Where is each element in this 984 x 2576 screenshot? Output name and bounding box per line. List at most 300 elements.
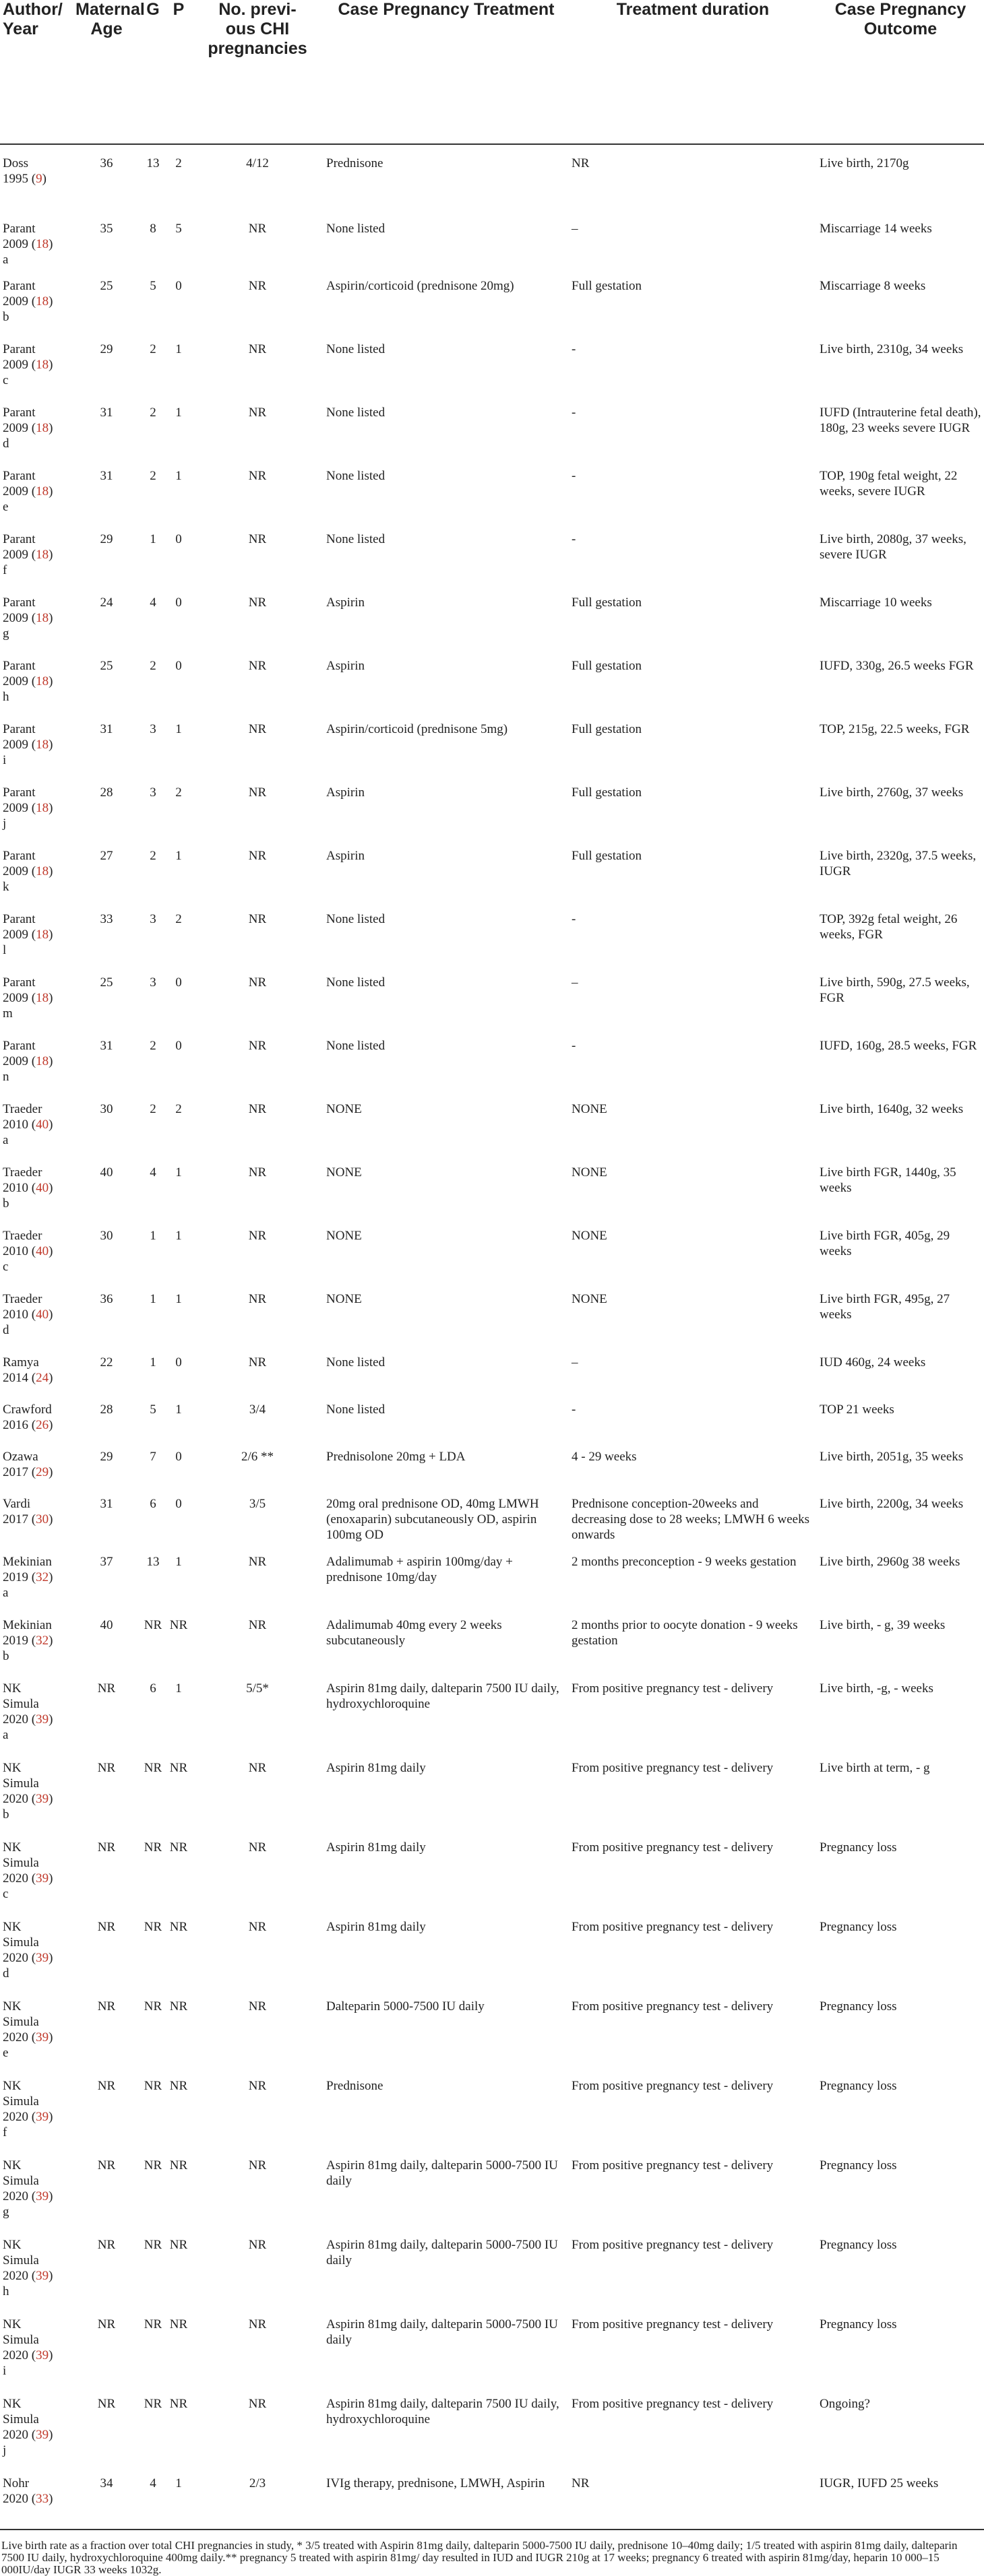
header-treatment: Case Pregnancy Treatment [338,0,555,19]
cell-treatment: Aspirin 81mg daily, dalteparin 7500 IU daily, hydroxychloroquine [326,1681,559,1711]
cell-maternal-age: NR [97,1840,116,1855]
cell-maternal-age: 35 [100,222,113,236]
cell-duration: NONE [572,1292,607,1306]
cell-outcome: Live birth, 2051g, 35 weeks [820,1450,964,1464]
cell-maternal-age: 24 [100,595,113,610]
cell-duration: From positive pregnancy test - delivery [572,2238,774,2252]
cell-gravidity: 7 [150,1450,156,1464]
cell-parity: NR [169,2158,188,2172]
reference-link[interactable]: 40 [36,1118,49,1132]
reference-link[interactable]: 39 [36,1792,49,1806]
author-text: Parant [3,595,36,610]
cell-gravidity: 2 [150,342,156,356]
cell-maternal-age: 31 [100,1497,113,1511]
cell-author-year: NK Simula 2020 (39) c [3,1840,53,1901]
cell-author-year: Traeder 2010 (40) b [3,1165,53,1211]
reference-link[interactable]: 18 [36,928,49,942]
case-suffix: b [3,1807,9,1822]
cell-maternal-age: NR [97,2079,116,2093]
reference-link[interactable]: 18 [36,611,49,625]
author-text: 2017 [3,1512,28,1526]
cell-parity: 0 [175,975,182,990]
cell-author-year: Vardi 2017 (30) [3,1497,53,1526]
cell-parity: 2 [175,785,182,800]
table-row [0,2385,984,2465]
case-suffix: d [3,1966,9,1981]
author-text: NK [3,2079,22,2093]
cell-parity: 1 [175,1681,182,1696]
cell-outcome: TOP, 190g fetal weight, 22 weeks, severe IUGR [820,469,958,498]
cell-duration: 2 months preconception - 9 weeks gestation [572,1555,797,1569]
cell-author-year: Mekinian 2019 (32) b [3,1618,53,1663]
cell-treatment: Adalimumab + aspirin 100mg/day + prednisone 10mg/day [326,1555,513,1584]
case-suffix: g [3,2205,9,2219]
reference-link[interactable]: 39 [36,2189,49,2203]
cell-duration: – [572,222,578,236]
case-suffix: m [3,1006,13,1021]
cell-previous-chi: NR [248,1039,267,1053]
author-text: NK [3,1999,22,2014]
author-text: 2009 [3,801,28,815]
cell-duration: - [572,532,576,546]
cell-author-year: NK Simula 2020 (39) j [3,2397,53,2457]
cell-duration: Full gestation [572,722,642,736]
reference-link[interactable]: 40 [36,1181,49,1195]
author-text: 2020 [3,1871,28,1886]
cell-previous-chi: NR [248,1355,267,1370]
cell-author-year: Traeder 2010 (40) c [3,1229,53,1274]
cell-gravidity: 13 [146,156,160,170]
cell-outcome: IUFD, 160g, 28.5 weeks, FGR [820,1039,977,1053]
reference-link[interactable]: 26 [36,1418,49,1432]
cell-duration: NR [572,2476,590,2490]
reference-link[interactable]: 18 [36,674,49,688]
author-text: Simula [3,2253,39,2267]
cell-outcome: Live birth FGR, 495g, 27 weeks [820,1292,950,1322]
cell-duration: NONE [572,1165,607,1180]
case-suffix: f [3,2125,7,2139]
cell-author-year: Traeder 2010 (40) d [3,1292,53,1337]
table-row [0,210,984,267]
case-suffix: f [3,563,7,577]
cell-treatment: None listed [326,342,386,356]
header-maternal-age: Maternal Age [75,0,145,38]
author-text: Parant [3,722,36,736]
author-text: Simula [3,2412,39,2426]
reference-link[interactable]: 18 [36,801,49,815]
cell-duration: Prednisone conception-20weeks and decreasing dose to 28 weeks; LMWH 6 weeks onwards [572,1497,809,1542]
cell-treatment: None listed [326,975,386,990]
case-suffix: a [3,1133,9,1147]
table-row [0,521,984,584]
author-text: 2020 [3,2189,28,2203]
case-suffix: b [3,1196,9,1211]
cell-parity: NR [169,2079,188,2093]
cell-treatment: NONE [326,1165,362,1180]
cell-outcome: TOP, 392g fetal weight, 26 weeks, FGR [820,912,958,942]
cell-duration: From positive pregnancy test - delivery [572,1840,774,1855]
cell-duration: From positive pregnancy test - delivery [572,2158,774,2172]
cell-duration: Full gestation [572,279,642,293]
cell-parity: 1 [175,1165,182,1180]
reference-link[interactable]: 18 [36,294,49,309]
cell-maternal-age: NR [97,1681,116,1696]
cell-duration: NR [572,156,590,170]
cell-treatment: Dalteparin 5000-7500 IU daily [326,1999,485,2014]
cell-outcome: Pregnancy loss [820,2158,897,2172]
author-text: 2017 [3,1465,28,1479]
cell-maternal-age: NR [97,1920,116,1934]
cell-maternal-age: 37 [100,1555,113,1569]
cell-gravidity: 3 [150,912,156,926]
cell-parity: NR [169,1920,188,1934]
cell-maternal-age: 36 [100,1292,113,1306]
cell-author-year: Parant 2009 (18) i [3,722,53,767]
cell-previous-chi: NR [248,1761,267,1775]
author-text: NK [3,1681,22,1696]
case-suffix: n [3,1070,9,1084]
reference-link[interactable]: 33 [36,2492,49,2506]
cell-treatment: IVIg therapy, prednisone, LMWH, Aspirin [326,2476,545,2490]
cell-maternal-age: 22 [100,1355,113,1370]
case-suffix: d [3,437,9,451]
author-text: Parant [3,532,36,546]
reference-link[interactable]: 30 [36,1512,49,1526]
author-text: Parant [3,785,36,800]
cell-maternal-age: 31 [100,722,113,736]
reference-link[interactable]: 39 [36,2110,49,2124]
cell-outcome: IUFD, 330g, 26.5 weeks FGR [820,659,974,673]
cell-parity: 1 [175,469,182,483]
cell-previous-chi: NR [248,279,267,293]
cell-author-year: Parant 2009 (18) a [3,222,53,267]
reference-link[interactable]: 18 [36,864,49,878]
table-row [0,457,984,521]
cell-duration: From positive pregnancy test - delivery [572,1920,774,1934]
cell-parity: 2 [175,912,182,926]
cell-parity: 1 [175,1229,182,1243]
cell-gravidity: 1 [150,1229,156,1243]
author-text: 2009 [3,484,28,498]
cell-treatment: None listed [326,406,386,420]
reference-link[interactable]: 24 [36,1371,49,1385]
case-suffix: g [3,626,9,641]
cell-maternal-age: 31 [100,406,113,420]
cell-duration: From positive pregnancy test - delivery [572,2397,774,2411]
case-suffix: k [3,880,9,894]
author-text: Parant [3,406,36,420]
cell-author-year: Ozawa 2017 (29) [3,1450,53,1479]
cell-previous-chi: NR [248,532,267,546]
reference-link[interactable]: 18 [36,421,49,435]
cell-duration: From positive pregnancy test - delivery [572,1681,774,1696]
cell-duration: From positive pregnancy test - delivery [572,2079,774,2093]
table-row [0,2067,984,2147]
table-row [0,1027,984,1091]
table-row [0,267,984,331]
author-text: 2009 [3,1054,28,1068]
author-text: 2016 [3,1418,28,1432]
cell-outcome: Pregnancy loss [820,1920,897,1934]
table-row [0,2306,984,2385]
cell-outcome: IUD 460g, 24 weeks [820,1355,926,1370]
reference-link[interactable]: 18 [36,1054,49,1068]
cell-duration: From positive pregnancy test - delivery [572,2317,774,2331]
author-text: 1995 [3,172,28,186]
cell-outcome: Live birth, 2170g [820,156,909,170]
cell-previous-chi: NR [248,1292,267,1306]
cell-outcome: Live birth, 2310g, 34 weeks [820,342,964,356]
reference-link[interactable]: 39 [36,2269,49,2283]
reference-link[interactable]: 18 [36,358,49,372]
reference-link[interactable]: 39 [36,2030,49,2044]
cell-maternal-age: 25 [100,279,113,293]
author-text: 2009 [3,864,28,878]
author-text: 2019 [3,1570,28,1584]
cell-outcome: Live birth at term, - g [820,1761,930,1775]
cell-duration: - [572,1403,576,1417]
cell-treatment: Aspirin 81mg daily, dalteparin 5000-7500 IU daily [326,2158,558,2188]
case-suffix: d [3,1323,9,1337]
reference-link[interactable]: 39 [36,1951,49,1965]
reference-link[interactable]: 18 [36,991,49,1005]
cell-gravidity: 2 [150,406,156,420]
cell-author-year: NK Simula 2020 (39) i [3,2317,53,2378]
cell-maternal-age: NR [97,1761,116,1775]
cell-author-year: Parant 2009 (18) m [3,975,53,1021]
cell-gravidity: 3 [150,975,156,990]
cell-maternal-age: 29 [100,532,113,546]
cell-previous-chi: NR [248,2238,267,2252]
case-suffix: j [3,816,7,831]
cell-treatment: Aspirin 81mg daily, dalteparin 5000-7500 IU daily [326,2317,558,2347]
cell-outcome: TOP 21 weeks [820,1403,894,1417]
cell-parity: NR [169,1761,188,1775]
cell-maternal-age: 25 [100,659,113,673]
author-text: NK [3,1761,22,1775]
author-text: Doss [3,156,29,170]
cell-outcome: Live birth, - g, 39 weeks [820,1618,946,1632]
reference-link[interactable]: 9 [36,172,42,186]
cell-parity: 1 [175,1292,182,1306]
table-row [0,901,984,964]
author-text: Simula [3,2333,39,2347]
cell-treatment: None listed [326,469,386,483]
reference-link[interactable]: 39 [36,2428,49,2442]
author-text: 2020 [3,2348,28,2362]
cell-outcome: Live birth, 1640g, 32 weeks [820,1102,964,1116]
author-text: Traeder [3,1292,42,1306]
case-suffix: c [3,1260,9,1274]
table-row [0,331,984,394]
cell-parity: 1 [175,1555,182,1569]
cell-outcome: Ongoing? [820,2397,870,2411]
cell-parity: 5 [175,222,182,236]
cell-maternal-age: 28 [100,1403,113,1417]
author-text: NK [3,1840,22,1855]
cell-duration: Full gestation [572,849,642,863]
header-duration: Treatment duration [616,0,770,19]
table-row [0,1670,984,1749]
author-text: NK [3,1920,22,1934]
author-text: 2020 [3,2030,28,2044]
cell-outcome: Live birth, 590g, 27.5 weeks, FGR [820,975,970,1005]
table-row [0,1485,984,1543]
cell-duration: Full gestation [572,659,642,673]
cell-treatment: Aspirin [326,659,365,673]
cell-gravidity: 2 [150,1039,156,1053]
cell-parity: 0 [175,1450,182,1464]
author-text: 2009 [3,928,28,942]
reference-link[interactable]: 18 [36,484,49,498]
header-previous-chi: No. previ- ous CHI pregnancies [208,0,307,58]
cell-parity: NR [169,2317,188,2331]
cell-maternal-age: NR [97,2238,116,2252]
cell-gravidity: 6 [150,1497,156,1511]
cell-maternal-age: 29 [100,342,113,356]
cell-treatment: Aspirin/corticoid (prednisone 5mg) [326,722,508,736]
cell-parity: 1 [175,406,182,420]
author-text: Parant [3,659,36,673]
cell-previous-chi: NR [248,2317,267,2331]
cell-outcome: IUFD (Intrauterine fetal death), 180g, 23 weeks severe IUGR [820,406,981,435]
cell-maternal-age: NR [97,2158,116,2172]
reference-link[interactable]: 40 [36,1308,49,1322]
author-text: Simula [3,2174,39,2188]
reference-link[interactable]: 39 [36,2348,49,2362]
cell-gravidity: 2 [150,659,156,673]
author-text: NK [3,2238,22,2252]
cell-maternal-age: 33 [100,912,113,926]
cell-previous-chi: NR [248,975,267,990]
author-text: Parant [3,279,36,293]
table-row [0,964,984,1027]
table-row [0,584,984,647]
case-suffix: j [3,2443,7,2457]
cell-author-year: Parant 2009 (18) b [3,279,53,324]
cell-parity: NR [169,1999,188,2014]
cell-duration: From positive pregnancy test - delivery [572,1999,774,2014]
header-row [0,0,984,72]
case-suffix: e [3,2046,9,2060]
author-text: 2009 [3,421,28,435]
table-footnote: Live birth rate as a fraction over total CHI pregnancies in study, * 3/5 treated with Aspirin 81mg daily, dalteparin 5000-7500 IU daily, prednisone 10–40mg daily; 1/5 treated with aspirin 81mg daily, dalteparin 7500 IU daily, hydroxychloroquine 400mg daily.** pregnancy 5 treated with aspirin 81mg/ day resulted in IUD and IUGR 210g at 17 weeks; pregnancy 6 treated with aspirin 81mg/day, heparin 10 000–15 000IU/day IUGR 33 weeks 1032g. [1,2539,958,2576]
case-suffix: i [3,2364,7,2378]
cell-duration: Full gestation [572,785,642,800]
cell-parity: 0 [175,279,182,293]
author-text: Crawford [3,1403,52,1417]
author-text: Ramya [3,1355,39,1370]
reference-link[interactable]: 32 [36,1634,49,1648]
header-author-year: Author/ Year [3,0,63,38]
cell-treatment: Prednisone [326,2079,383,2093]
cell-maternal-age: 31 [100,469,113,483]
author-text: 2020 [3,1712,28,1727]
case-suffix: a [3,1728,9,1742]
cell-previous-chi: NR [248,1618,267,1632]
cell-author-year: Parant 2009 (18) e [3,469,53,514]
cell-parity: 0 [175,1497,182,1511]
author-text: 2020 [3,1951,28,1965]
cell-gravidity: 8 [150,222,156,236]
cell-duration: NONE [572,1229,607,1243]
author-text: 2009 [3,991,28,1005]
reference-link[interactable]: 32 [36,1570,49,1584]
cell-duration: - [572,342,576,356]
cell-author-year: Nohr 2020 (33) [3,2476,53,2506]
cell-outcome: IUGR, IUFD 25 weeks [820,2476,939,2490]
cell-gravidity: 1 [150,532,156,546]
cell-author-year: NK Simula 2020 (39) h [3,2238,53,2298]
cell-author-year: NK Simula 2020 (39) a [3,1681,53,1742]
reference-link[interactable]: 40 [36,1244,49,1258]
author-text: Vardi [3,1497,31,1511]
author-text: Simula [3,1697,39,1711]
cell-maternal-age: 28 [100,785,113,800]
cell-author-year: Parant 2009 (18) g [3,595,53,641]
cell-author-year: Parant 2009 (18) l [3,912,53,957]
cell-previous-chi: 3/4 [249,1403,266,1417]
cell-gravidity: NR [144,1761,162,1775]
table-row [0,1217,984,1281]
author-text: NK [3,2317,22,2331]
cell-treatment: Aspirin 81mg daily [326,1920,426,1934]
cell-gravidity: 2 [150,849,156,863]
author-text: 2020 [3,1792,28,1806]
reference-link[interactable]: 18 [36,738,49,752]
cell-previous-chi: NR [248,785,267,800]
cell-gravidity: 3 [150,722,156,736]
author-text: 2020 [3,2269,28,2283]
cell-gravidity: NR [144,2317,162,2331]
cell-duration: 4 - 29 weeks [572,1450,637,1464]
reference-link[interactable]: 39 [36,1712,49,1727]
case-suffix: h [3,2284,9,2298]
cell-previous-chi: NR [248,2158,267,2172]
cell-treatment: Adalimumab 40mg every 2 weeks subcutaneously [326,1618,502,1648]
cell-treatment: Prednisolone 20mg + LDA [326,1450,466,1464]
cell-previous-chi: NR [248,469,267,483]
cell-parity: 0 [175,595,182,610]
table-row [0,2147,984,2226]
cell-author-year: NK Simula 2020 (39) d [3,1920,53,1981]
reference-link[interactable]: 18 [36,548,49,562]
author-text: 2009 [3,611,28,625]
cell-treatment: None listed [326,1039,386,1053]
cell-duration: – [572,975,578,990]
author-text: Mekinian [3,1555,52,1569]
cell-parity: 1 [175,1403,182,1417]
cell-treatment: None listed [326,222,386,236]
header-outcome: Case Pregnancy Outcome [834,0,966,38]
author-text: Ozawa [3,1450,38,1464]
reference-link[interactable]: 18 [36,237,49,251]
cell-previous-chi: NR [248,595,267,610]
reference-link[interactable]: 39 [36,1871,49,1886]
cell-gravidity: NR [144,1920,162,1934]
cell-gravidity: 5 [150,1403,156,1417]
cell-duration: – [572,1355,578,1370]
cell-maternal-age: 30 [100,1229,113,1243]
cell-treatment: None listed [326,912,386,926]
cell-maternal-age: NR [97,1999,116,2014]
cell-treatment: 20mg oral prednisone OD, 40mg LMWH (enoxaparin) subcutaneously OD, aspirin 100mg OD [326,1497,539,1542]
cell-parity: NR [169,1618,188,1632]
table-row [0,2465,984,2530]
reference-link[interactable]: 29 [36,1465,49,1479]
cell-previous-chi: NR [248,2079,267,2093]
author-text: 2009 [3,548,28,562]
